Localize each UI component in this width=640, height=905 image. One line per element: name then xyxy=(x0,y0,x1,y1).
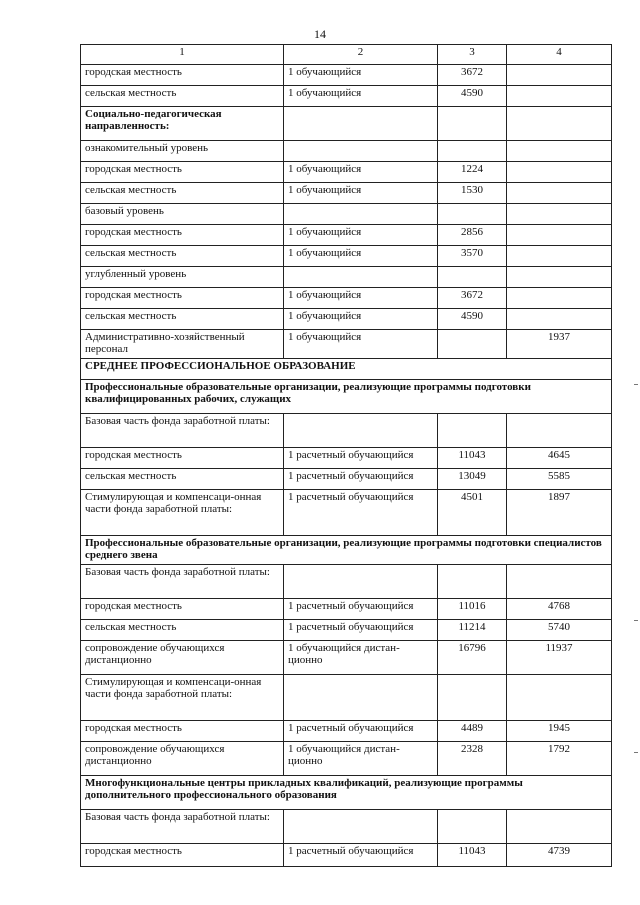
value-col3-cell xyxy=(438,675,507,721)
value-col4-cell xyxy=(507,183,612,204)
value-col4-cell xyxy=(507,810,612,844)
value-col3-cell xyxy=(438,107,507,141)
table-row xyxy=(81,641,612,675)
value-col3-cell xyxy=(438,810,507,844)
table-row xyxy=(81,565,612,599)
row-label: сельская местность xyxy=(81,183,284,204)
unit-cell xyxy=(284,810,438,844)
unit-cell: 1 расчетный обучающийся xyxy=(284,721,438,742)
value-col3-cell xyxy=(438,565,507,599)
row-label: Стимулирующая и компенсаци-онная части фонда заработной платы: xyxy=(81,675,284,721)
table-row xyxy=(81,742,612,776)
value-col3-cell: 1530 xyxy=(438,183,507,204)
unit-cell xyxy=(284,565,438,599)
row-label: сопровождение обучающихся дистанционно xyxy=(81,742,284,776)
value-col4-cell: 5585 xyxy=(507,469,612,490)
funding-table xyxy=(80,44,612,867)
table-row xyxy=(81,620,612,641)
row-label: сельская местность xyxy=(81,469,284,490)
unit-cell xyxy=(284,141,438,162)
row-label: углубленный уровень xyxy=(81,267,284,288)
unit-cell: 1 расчетный обучающийся xyxy=(284,620,438,641)
value-col3-cell: 4590 xyxy=(438,309,507,330)
value-col4-cell xyxy=(507,65,612,86)
value-col3-cell: 11016 xyxy=(438,599,507,620)
value-col4-cell: 4645 xyxy=(507,448,612,469)
value-col4-cell xyxy=(507,675,612,721)
column-number-4: 4 xyxy=(507,45,612,65)
table-row xyxy=(81,107,612,141)
value-col4-cell xyxy=(507,565,612,599)
section-heading: Многофункциональные центры прикладных квалификаций, реализующие программы дополнительного профессионального образования xyxy=(81,776,612,810)
table-row xyxy=(81,65,612,86)
value-col3-cell: 13049 xyxy=(438,469,507,490)
unit-cell: 1 расчетный обучающийся xyxy=(284,469,438,490)
value-col3-cell: 4590 xyxy=(438,86,507,107)
value-col3-cell: 2856 xyxy=(438,225,507,246)
value-col4-cell xyxy=(507,86,612,107)
value-col3-cell: 3672 xyxy=(438,65,507,86)
value-col4-cell xyxy=(507,288,612,309)
unit-cell: 1 обучающийся xyxy=(284,65,438,86)
unit-cell: 1 обучающийся xyxy=(284,225,438,246)
table-row xyxy=(81,309,612,330)
category-heading: Социально-педагогическая направленность: xyxy=(81,107,284,141)
table-row xyxy=(81,225,612,246)
value-col3-cell xyxy=(438,141,507,162)
unit-cell: 1 обучающийся xyxy=(284,330,438,359)
table-row xyxy=(81,448,612,469)
value-col3-cell: 4501 xyxy=(438,490,507,536)
value-col4-cell: 11937 xyxy=(507,641,612,675)
table-row xyxy=(81,599,612,620)
row-label: Административно-хозяйственный персонал xyxy=(81,330,284,359)
table-row xyxy=(81,810,612,844)
scan-mark xyxy=(634,752,638,753)
unit-cell xyxy=(284,675,438,721)
section-heading-row xyxy=(81,776,612,810)
value-col4-cell xyxy=(507,309,612,330)
row-label: базовый уровень xyxy=(81,204,284,225)
page-number: 14 xyxy=(314,27,326,41)
column-number-3: 3 xyxy=(438,45,507,65)
table-row xyxy=(81,721,612,742)
value-col3-cell: 4489 xyxy=(438,721,507,742)
row-label: городская местность xyxy=(81,225,284,246)
row-label: сельская местность xyxy=(81,246,284,267)
table-row xyxy=(81,162,612,183)
row-label: городская местность xyxy=(81,599,284,620)
value-col3-cell: 16796 xyxy=(438,641,507,675)
value-col3-cell: 11043 xyxy=(438,844,507,867)
unit-cell: 1 расчетный обучающийся xyxy=(284,448,438,469)
value-col4-cell xyxy=(507,204,612,225)
value-col4-cell: 5740 xyxy=(507,620,612,641)
value-col4-cell xyxy=(507,225,612,246)
unit-cell: 1 обучающийся xyxy=(284,162,438,183)
unit-cell: 1 обучающийся xyxy=(284,86,438,107)
value-col4-cell xyxy=(507,107,612,141)
section-heading-row xyxy=(81,380,612,414)
row-label: городская местность xyxy=(81,288,284,309)
value-col4-cell xyxy=(507,246,612,267)
unit-cell xyxy=(284,204,438,225)
table-row xyxy=(81,86,612,107)
table-row xyxy=(81,246,612,267)
section-heading: Профессиональные образовательные организации, реализующие программы подготовки квалифицированных рабочих, служащих xyxy=(81,380,612,414)
value-col4-cell: 1945 xyxy=(507,721,612,742)
value-col4-cell xyxy=(507,267,612,288)
section-heading-row xyxy=(81,536,612,565)
table-row xyxy=(81,141,612,162)
unit-cell: 1 расчетный обучающийся xyxy=(284,844,438,867)
unit-cell: 1 обучающийся xyxy=(284,246,438,267)
unit-cell: 1 обучающийся дистан-ционно xyxy=(284,742,438,776)
value-col4-cell: 4739 xyxy=(507,844,612,867)
value-col3-cell xyxy=(438,204,507,225)
section-heading: Профессиональные образовательные организации, реализующие программы подготовки специалистов среднего звена xyxy=(81,536,612,565)
value-col4-cell: 4768 xyxy=(507,599,612,620)
scan-mark xyxy=(634,620,638,621)
row-label: городская местность xyxy=(81,162,284,183)
unit-cell: 1 обучающийся xyxy=(284,183,438,204)
column-number-1: 1 xyxy=(81,45,284,65)
row-label: сельская местность xyxy=(81,309,284,330)
unit-cell: 1 обучающийся xyxy=(284,288,438,309)
value-col4-cell xyxy=(507,162,612,183)
value-col3-cell: 1224 xyxy=(438,162,507,183)
value-col4-cell: 1792 xyxy=(507,742,612,776)
row-label: Базовая часть фонда заработной платы: xyxy=(81,414,284,448)
table-row xyxy=(81,414,612,448)
table-row xyxy=(81,675,612,721)
value-col3-cell xyxy=(438,414,507,448)
value-col3-cell: 3672 xyxy=(438,288,507,309)
row-label: Стимулирующая и компенсаци-онная части фонда заработной платы: xyxy=(81,490,284,536)
table-row xyxy=(81,490,612,536)
value-col3-cell: 2328 xyxy=(438,742,507,776)
table-row xyxy=(81,469,612,490)
value-col4-cell: 1937 xyxy=(507,330,612,359)
section-heading: СРЕДНЕЕ ПРОФЕССИОНАЛЬНОЕ ОБРАЗОВАНИЕ xyxy=(81,359,612,380)
table-row xyxy=(81,204,612,225)
unit-cell xyxy=(284,267,438,288)
row-label: городская местность xyxy=(81,65,284,86)
value-col4-cell xyxy=(507,414,612,448)
row-label: сельская местность xyxy=(81,620,284,641)
row-label: сельская местность xyxy=(81,86,284,107)
value-col3-cell xyxy=(438,267,507,288)
table-row xyxy=(81,288,612,309)
table-row xyxy=(81,844,612,867)
value-col3-cell: 11214 xyxy=(438,620,507,641)
unit-cell: 1 расчетный обучающийся xyxy=(284,599,438,620)
unit-cell xyxy=(284,107,438,141)
unit-cell: 1 обучающийся дистан-ционно xyxy=(284,641,438,675)
value-col3-cell: 3570 xyxy=(438,246,507,267)
unit-cell: 1 расчетный обучающийся xyxy=(284,490,438,536)
table-row xyxy=(81,267,612,288)
row-label: ознакомительный уровень xyxy=(81,141,284,162)
section-heading-row xyxy=(81,359,612,380)
value-col4-cell xyxy=(507,141,612,162)
table-row xyxy=(81,330,612,359)
row-label: сопровождение обучающихся дистанционно xyxy=(81,641,284,675)
column-number-2: 2 xyxy=(284,45,438,65)
unit-cell xyxy=(284,414,438,448)
unit-cell: 1 обучающийся xyxy=(284,309,438,330)
column-number-row xyxy=(81,45,612,65)
row-label: городская местность xyxy=(81,844,284,867)
table-row xyxy=(81,183,612,204)
value-col3-cell xyxy=(438,330,507,359)
value-col3-cell: 11043 xyxy=(438,448,507,469)
row-label: Базовая часть фонда заработной платы: xyxy=(81,810,284,844)
row-label: Базовая часть фонда заработной платы: xyxy=(81,565,284,599)
value-col4-cell: 1897 xyxy=(507,490,612,536)
row-label: городская местность xyxy=(81,448,284,469)
row-label: городская местность xyxy=(81,721,284,742)
scan-mark xyxy=(634,384,638,385)
